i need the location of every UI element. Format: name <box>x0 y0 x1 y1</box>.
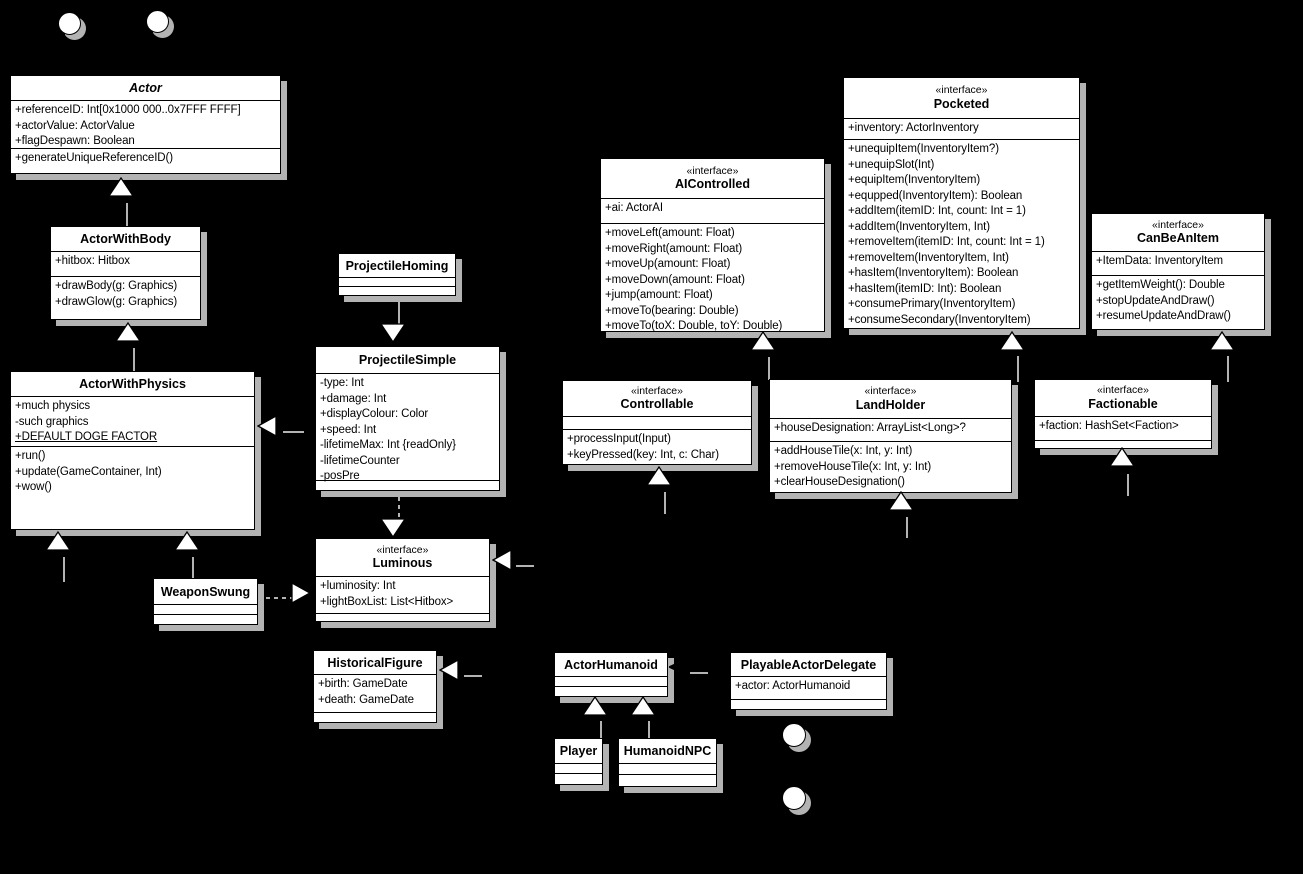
attributes-compartment <box>11 100 280 148</box>
class-humanoidnpc[interactable] <box>618 738 717 787</box>
class-name: Luminous <box>372 556 433 571</box>
member-line: +drawGlow(g: Graphics) <box>55 295 178 308</box>
class-name: HumanoidNPC <box>623 744 712 758</box>
inheritance-arrow-icon[interactable] <box>115 322 141 342</box>
interface-title <box>770 380 1011 418</box>
methods-compartment <box>314 712 436 722</box>
class-title <box>339 254 455 277</box>
class-playableactordelegate[interactable] <box>730 652 887 710</box>
class-name: ActorWithPhysics <box>79 377 186 391</box>
inheritance-arrow-icon[interactable] <box>257 415 277 437</box>
member-line: -lifetimeCounter <box>320 454 400 467</box>
member-line: +update(GameContainer, Int) <box>15 465 162 478</box>
class-title <box>619 739 716 763</box>
interface-title <box>316 539 489 576</box>
attributes-compartment <box>316 576 489 613</box>
member-line: +moveLeft(amount: Float) <box>605 227 735 239</box>
class-name: Player <box>559 744 598 758</box>
stereotype-label: «interface» <box>1152 218 1204 231</box>
member-line: -lifetimeMax: Int {readOnly} <box>320 439 456 451</box>
attributes-compartment <box>731 676 886 699</box>
attributes-compartment <box>555 676 667 686</box>
attributes-compartment <box>563 416 751 429</box>
class-title <box>11 76 280 100</box>
class-actor[interactable] <box>10 75 281 174</box>
class-title <box>731 653 886 676</box>
member-line: +moveTo(toX: Double, toY: Double) <box>605 320 783 332</box>
class-weaponswung[interactable] <box>153 578 258 625</box>
class-title <box>555 739 602 763</box>
class-player[interactable] <box>554 738 603 785</box>
attributes-compartment <box>1035 416 1211 440</box>
class-actorwithbody[interactable] <box>50 226 201 320</box>
attributes-compartment <box>770 418 1011 441</box>
inheritance-arrow-icon[interactable] <box>582 696 608 716</box>
interface-title <box>563 381 751 416</box>
class-title <box>11 372 254 396</box>
interface-controllable[interactable] <box>562 380 752 465</box>
member-line: +hasItem(InventoryItem): Boolean <box>848 267 1019 279</box>
class-name: PlayableActorDelegate <box>740 657 877 672</box>
methods-compartment <box>844 139 1079 328</box>
member-line: +moveRight(amount: Float) <box>605 242 743 255</box>
interface-luminous[interactable] <box>315 538 490 622</box>
class-name: WeaponSwung <box>160 584 251 599</box>
methods-compartment <box>316 613 489 621</box>
inheritance-arrow-icon[interactable] <box>45 531 71 551</box>
interface-title <box>1035 380 1211 416</box>
member-line: +addHouseTile(x: Int, y: Int) <box>774 445 913 457</box>
member-line: +displayColour: Color <box>320 408 429 420</box>
methods-compartment <box>51 276 200 319</box>
member-line: +generateUniqueReferenceID() <box>15 152 173 164</box>
member-line: -posPre <box>320 470 360 482</box>
methods-compartment <box>619 774 716 786</box>
inheritance-arrow-icon[interactable] <box>380 323 406 343</box>
inheritance-arrow-icon[interactable] <box>999 331 1025 351</box>
member-line: +actorValue: ActorValue <box>15 119 135 132</box>
member-line: +unequipSlot(Int) <box>848 158 935 171</box>
member-line: +moveDown(amount: Float) <box>605 273 745 286</box>
member-line: +equipItem(InventoryItem) <box>848 174 981 186</box>
attributes-compartment <box>1092 251 1264 275</box>
member-line: +moveTo(bearing: Double) <box>605 304 739 317</box>
stereotype-label: «interface» <box>686 164 739 177</box>
member-line: +ItemData: InventoryItem <box>1096 255 1224 267</box>
member-line: +jump(amount: Float) <box>605 289 713 301</box>
interface-canbeanitem[interactable] <box>1091 213 1265 330</box>
inheritance-arrow-icon[interactable] <box>750 331 776 351</box>
class-name: LandHolder <box>855 397 926 412</box>
class-actorwithphysics[interactable] <box>10 371 255 530</box>
member-line: +actor: ActorHumanoid <box>735 680 851 692</box>
stereotype-label: «interface» <box>864 385 917 398</box>
interface-title <box>844 78 1079 118</box>
class-name: ActorWithBody <box>80 232 171 246</box>
member-line: +removeItem(itemID: Int, count: Int = 1) <box>848 236 1045 248</box>
member-line: +run() <box>15 450 46 462</box>
inheritance-arrow-icon[interactable] <box>439 659 459 681</box>
member-line: +keyPressed(key: Int, c: Char) <box>567 448 719 461</box>
member-line: +addItem(itemID: Int, count: Int = 1) <box>848 205 1026 217</box>
methods-compartment <box>11 446 254 529</box>
class-name: Actor <box>129 81 162 95</box>
class-name: ProjectileHoming <box>345 258 449 273</box>
member-line: +equpped(InventoryItem): Boolean <box>848 189 1023 202</box>
attributes-compartment <box>51 251 200 276</box>
attributes-compartment <box>619 763 716 774</box>
member-line: +stopUpdateAndDraw() <box>1096 294 1215 307</box>
member-line: +ai: ActorAI <box>605 202 663 214</box>
member-line: +addItem(InventoryItem, Int) <box>848 220 990 233</box>
member-line: +resumeUpdateAndDraw() <box>1096 310 1231 322</box>
methods-compartment <box>563 429 751 464</box>
inheritance-arrow-icon[interactable] <box>1209 331 1235 351</box>
methods-compartment <box>154 614 257 624</box>
interface-lollipop-circle[interactable] <box>146 10 169 33</box>
attributes-compartment <box>314 674 436 712</box>
member-line: +referenceID: Int[0x1000 000..0x7FFF FFFF] <box>15 104 241 116</box>
methods-compartment <box>555 773 602 784</box>
stereotype-label: «interface» <box>935 84 988 97</box>
inheritance-arrow-icon[interactable] <box>888 491 914 511</box>
inheritance-arrow-icon[interactable] <box>108 177 134 197</box>
methods-compartment <box>601 223 824 331</box>
lollipop-stem <box>151 31 153 42</box>
attributes-compartment <box>555 763 602 773</box>
member-line: +clearHouseDesignation() <box>774 476 905 488</box>
member-line: +inventory: ActorInventory <box>848 122 979 134</box>
interface-pocketed[interactable] <box>843 77 1080 329</box>
member-line: +flagDespawn: Boolean <box>15 135 135 147</box>
class-title <box>314 651 436 674</box>
stereotype-label: «interface» <box>1097 384 1149 397</box>
inheritance-arrow-icon[interactable] <box>630 696 656 716</box>
class-title <box>555 653 667 676</box>
inheritance-arrow-icon[interactable] <box>174 531 200 551</box>
member-line: +houseDesignation: ArrayList<Long>? <box>774 422 966 434</box>
member-line: +lightBoxList: List<Hitbox> <box>320 595 454 608</box>
interface-title <box>1092 214 1264 251</box>
member-line: +consumeSecondary(InventoryItem) <box>848 313 1031 326</box>
inheritance-arrow-icon[interactable] <box>492 549 512 571</box>
interface-title <box>601 159 824 198</box>
class-projectilehoming[interactable] <box>338 253 456 296</box>
member-line: +luminosity: Int <box>320 580 396 592</box>
realization-arrow-icon[interactable] <box>291 582 311 604</box>
member-line: -type: Int <box>320 377 364 389</box>
attributes-compartment <box>316 373 499 480</box>
member-line: +unequipItem(InventoryItem?) <box>848 143 999 155</box>
class-name: Factionable <box>1088 396 1158 411</box>
class-title <box>316 347 499 373</box>
methods-compartment <box>731 699 886 709</box>
class-title <box>51 227 200 251</box>
member-line: +speed: Int <box>320 423 377 436</box>
stereotype-label: «interface» <box>376 543 429 556</box>
interface-lollipop-circle[interactable] <box>782 723 806 747</box>
interface-lollipop-circle[interactable] <box>782 786 806 810</box>
class-name: AIControlled <box>675 177 750 192</box>
class-actorhumanoid[interactable] <box>554 652 668 697</box>
class-title <box>154 579 257 604</box>
member-line: +birth: GameDate <box>318 678 408 690</box>
interface-aicontrolled[interactable] <box>600 158 825 332</box>
member-line: -such graphics <box>15 415 89 428</box>
class-projectilesimple[interactable] <box>315 346 500 491</box>
class-name: Pocketed <box>933 96 990 111</box>
member-line: +death: GameDate <box>318 693 414 706</box>
methods-compartment <box>339 286 455 295</box>
class-historicalfigure[interactable] <box>313 650 437 723</box>
member-line: +DEFAULT DOGE FACTOR <box>15 431 158 443</box>
methods-compartment <box>1092 275 1264 329</box>
methods-compartment <box>11 148 280 173</box>
class-name: HistoricalFigure <box>327 655 423 670</box>
interface-lollipop-circle[interactable] <box>58 12 81 35</box>
attributes-compartment <box>339 277 455 286</box>
class-name: Controllable <box>620 397 694 412</box>
member-line: +wow() <box>15 481 52 493</box>
member-line: +much physics <box>15 400 91 412</box>
member-line: +consumePrimary(InventoryItem) <box>848 298 1016 310</box>
member-line: +removeItem(InventoryItem, Int) <box>848 251 1009 264</box>
inheritance-arrow-icon[interactable] <box>1109 447 1135 467</box>
interface-factionable[interactable] <box>1034 379 1212 449</box>
attributes-compartment <box>601 198 824 223</box>
class-name: ActorHumanoid <box>564 657 658 672</box>
interface-landholder[interactable] <box>769 379 1012 493</box>
inheritance-arrow-icon[interactable] <box>646 466 672 486</box>
class-name: ProjectileSimple <box>358 353 457 367</box>
class-name: CanBeAnItem <box>1137 231 1219 246</box>
attributes-compartment <box>11 396 254 446</box>
member-line: +hasItem(itemID: Int): Boolean <box>848 282 1002 295</box>
stereotype-label: «interface» <box>631 384 683 397</box>
member-line: +hitbox: Hitbox <box>55 255 130 267</box>
lollipop-stem <box>787 808 789 819</box>
member-line: +processInput(Input) <box>567 433 671 445</box>
member-line: +drawBody(g: Graphics) <box>55 280 178 292</box>
member-line: +getItemWeight(): Double <box>1096 279 1225 291</box>
lollipop-stem <box>787 745 789 756</box>
inheritance-arrow-icon[interactable] <box>380 518 406 538</box>
member-line: +damage: Int <box>320 392 387 405</box>
association-arrow-icon[interactable] <box>669 659 685 675</box>
attributes-compartment <box>154 604 257 614</box>
methods-compartment <box>555 686 667 696</box>
lollipop-stem <box>63 33 65 44</box>
methods-compartment <box>770 441 1011 492</box>
attributes-compartment <box>844 118 1079 139</box>
member-line: +moveUp(amount: Float) <box>605 258 731 270</box>
member-line: +removeHouseTile(x: Int, y: Int) <box>774 460 932 473</box>
member-line: +faction: HashSet<Faction> <box>1039 420 1179 432</box>
